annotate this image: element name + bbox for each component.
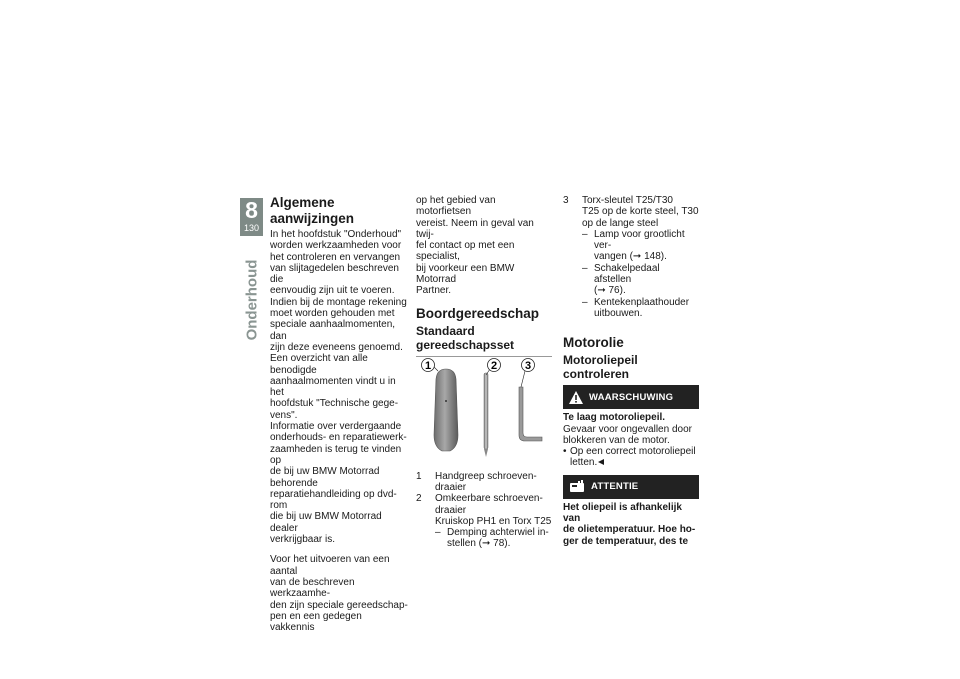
column-1 [270, 195, 408, 633]
chapter-tab [240, 198, 263, 236]
warning-banner [563, 385, 699, 409]
warning-title: Te laag motoroliepeil. [563, 412, 666, 424]
warning-bullet: • Op een correct motoroliepeil letten. [563, 446, 696, 469]
heading-engine-oil: Motorolie [563, 335, 624, 351]
end-marker-icon [598, 459, 604, 465]
heading-general-instructions: Algemene aanwijzingen [270, 195, 355, 226]
heading-onboard-tools: Boordgereedschap [416, 305, 540, 321]
subheading-check-oil-level: Motoroliepeil controleren [563, 353, 638, 382]
svg-text:2: 2 [490, 359, 498, 372]
warning-body: Gevaar voor ongevallen door blokkeren van de motor. [563, 423, 692, 446]
tool-item-1: 1 Handgreep schroeven- draaier [416, 470, 537, 493]
tool-use-license-holder: – Kentekenplaathouder uitbouwen. [582, 296, 690, 319]
svg-text:3: 3 [524, 359, 532, 372]
torx-key [519, 387, 542, 441]
screwdriver-handle [434, 369, 458, 451]
screwdriver-shaft [484, 373, 488, 449]
tool-item-2: 2 Omkeerbare schroeven- draaier Kruiskop PH1 en Torx T25 [416, 493, 552, 527]
general-instructions-paragraph: In het hoofdstuk "Onderhoud" worden werkzaamheden voor het controleren en vervangen van slijtagedelen beschreven die eenvoudig zijn uit te voeren. Indien bij de montage rekening moet worden gehouden met speciale aanhaalmomenten, dan zijn deze eveneens genoemd. Een overzicht van alle benodigde aanhaalmomenten vindt u in het hoofdstuk "Technische gege- vens". Informatie over verdergaande onderhouds- en reparatiewerk- zaamheden is terug te vinden op de bij uw BMW Motorrad behorende reparatiehandleiding op dvd-rom die bij uw BMW Motorrad dealer verkrijgbaar is. [270, 229, 407, 546]
tool-use-shift-pedal: – Schakelpedaal afstellen (➞ 76). [582, 262, 660, 297]
svg-text:1: 1 [424, 359, 432, 372]
subheading-standard-toolkit: Standaard gereedschapsset [416, 323, 515, 352]
warning-label: WAARSCHUWING [589, 391, 674, 403]
page-number: 130 [243, 223, 260, 233]
continued-paragraph: op het gebied van motorfietsen vereist. Neem in geval van twij- fel contact op met een specialist, bij voorkeur een BMW Motorrad Partner. [416, 195, 534, 297]
chapter-number: 8 [245, 197, 258, 223]
attention-banner [563, 475, 699, 499]
tool-use-rear-damping: – Demping achterwiel in- stellen (➞ 78). [435, 527, 549, 550]
chapter-side-label: Onderhoud [243, 259, 261, 341]
attention-hand-icon [569, 480, 585, 493]
attention-text: Het oliepeil is afhankelijk van de olietemperatuur. Hoe ho- ger de temperatuur, des te [563, 501, 696, 547]
column-3 [563, 195, 699, 547]
tool-item-3: 3 Torx-sleutel T25/T30 T25 op de korte steel, T30 op de lange steel [563, 195, 699, 229]
tool-use-headlight: – Lamp voor grootlicht ver- vangen (➞ 148). [582, 228, 685, 263]
attention-label: ATTENTIE [591, 481, 639, 493]
special-tools-paragraph: Voor het uitvoeren van een aantal van de beschreven werkzaamhe- den zijn speciale gereedschap- pen en een gedegen vakkennis [270, 554, 408, 634]
column-2 [416, 195, 552, 550]
toolkit-illustration [416, 356, 552, 469]
warning-triangle-icon [569, 391, 583, 404]
